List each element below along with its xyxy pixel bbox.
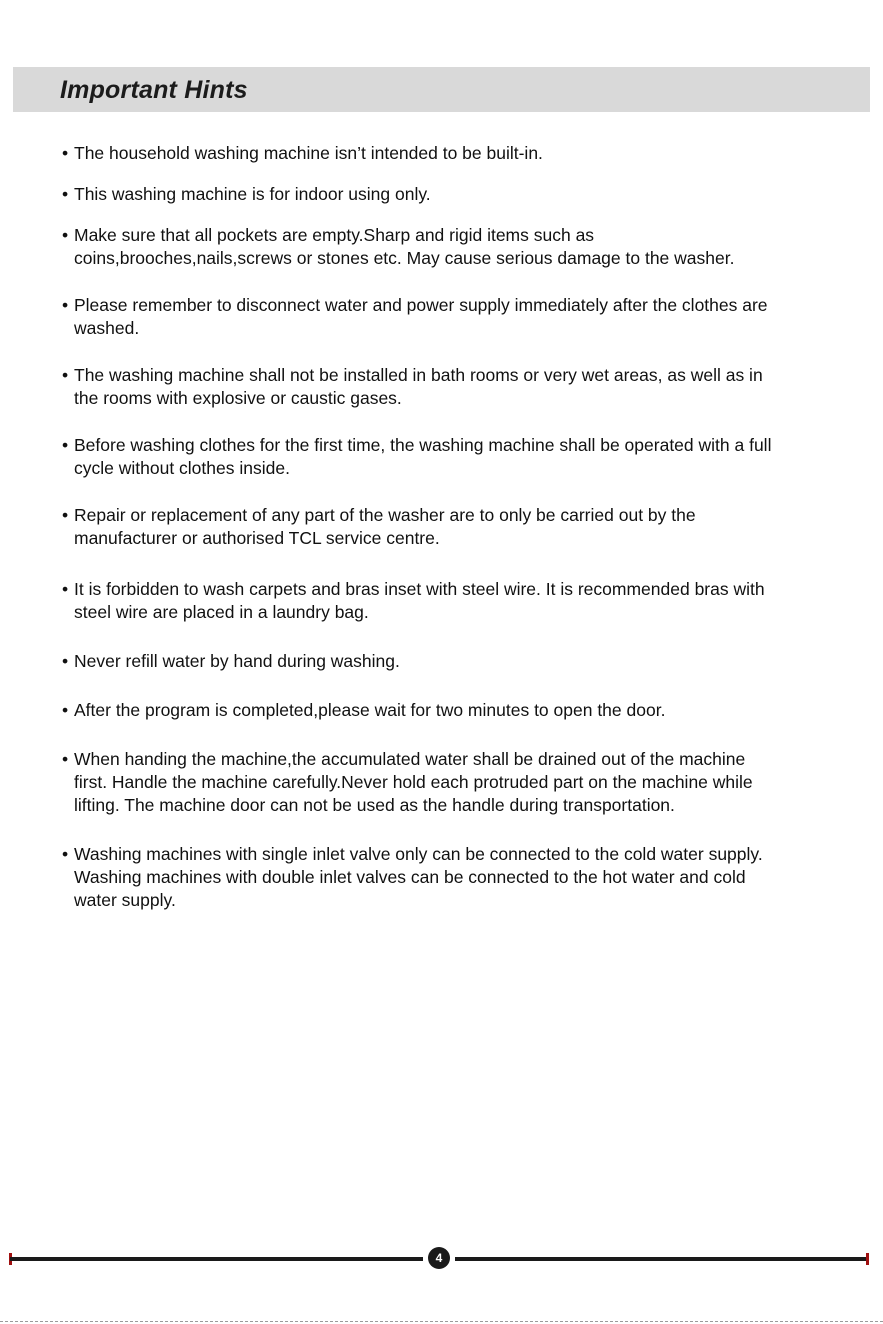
hint-item xyxy=(60,843,780,912)
bullet-icon: • xyxy=(62,295,69,315)
page-bottom-rule xyxy=(0,1321,883,1322)
hint-item xyxy=(60,699,780,722)
hint-text: This washing machine is for indoor using only. xyxy=(74,184,431,204)
hint-item xyxy=(60,364,780,410)
bullet-icon: • xyxy=(62,651,69,671)
bullet-icon: • xyxy=(62,143,69,163)
page-number-badge: 4 xyxy=(428,1247,450,1269)
hint-item xyxy=(60,224,780,270)
hint-item xyxy=(60,578,780,624)
hint-text: Please remember to disconnect water and power supply immediately after the clothes are washed. xyxy=(74,295,768,338)
hint-item xyxy=(60,294,780,340)
hint-item xyxy=(60,183,780,206)
hint-item xyxy=(60,748,780,817)
hint-text: Repair or replacement of any part of the washer are to only be carried out by the manufacturer or authorised TCL service centre. xyxy=(74,505,696,548)
hint-item xyxy=(60,650,780,673)
footer-rule-left xyxy=(10,1257,423,1261)
bullet-icon: • xyxy=(62,749,69,769)
bullet-icon: • xyxy=(62,184,69,204)
hint-item xyxy=(60,504,780,550)
hint-text: When handing the machine,the accumulated water shall be drained out of the machine first. Handle the machine carefully.Never hold each protruded part on the machine while lifting. The machine door can not be used as the handle during transportation. xyxy=(74,749,753,815)
bullet-icon: • xyxy=(62,844,69,864)
bullet-icon: • xyxy=(62,365,69,385)
header-band xyxy=(13,67,870,112)
bullet-icon: • xyxy=(62,579,69,599)
footer-cap-right xyxy=(866,1253,869,1265)
hint-text: Before washing clothes for the first time, the washing machine shall be operated with a full cycle without clothes inside. xyxy=(74,435,772,478)
bullet-icon: • xyxy=(62,700,69,720)
hint-text: Washing machines with single inlet valve only can be connected to the cold water supply. Washing machines with double inlet valves can be connected to the hot water and cold water supply. xyxy=(74,844,763,910)
bullet-icon: • xyxy=(62,505,69,525)
footer-rule-right xyxy=(455,1257,867,1261)
hint-text: After the program is completed,please wait for two minutes to open the door. xyxy=(74,700,666,720)
hint-item xyxy=(60,434,780,480)
bullet-icon: • xyxy=(62,225,69,245)
hint-text: The household washing machine isn’t intended to be built-in. xyxy=(74,143,543,163)
hint-text: Make sure that all pockets are empty.Sharp and rigid items such as coins,brooches,nails,screws or stones etc. May cause serious damage to the washer. xyxy=(74,225,735,268)
hint-text: It is forbidden to wash carpets and bras inset with steel wire. It is recommended bras with steel wire are placed in a laundry bag. xyxy=(74,579,765,622)
hint-item xyxy=(60,142,780,165)
bullet-icon: • xyxy=(62,435,69,455)
hints-list xyxy=(60,142,780,912)
hint-text: Never refill water by hand during washing. xyxy=(74,651,400,671)
page-title: Important Hints xyxy=(60,76,248,104)
hint-text: The washing machine shall not be installed in bath rooms or very wet areas, as well as in the rooms with explosive or caustic gases. xyxy=(74,365,763,408)
